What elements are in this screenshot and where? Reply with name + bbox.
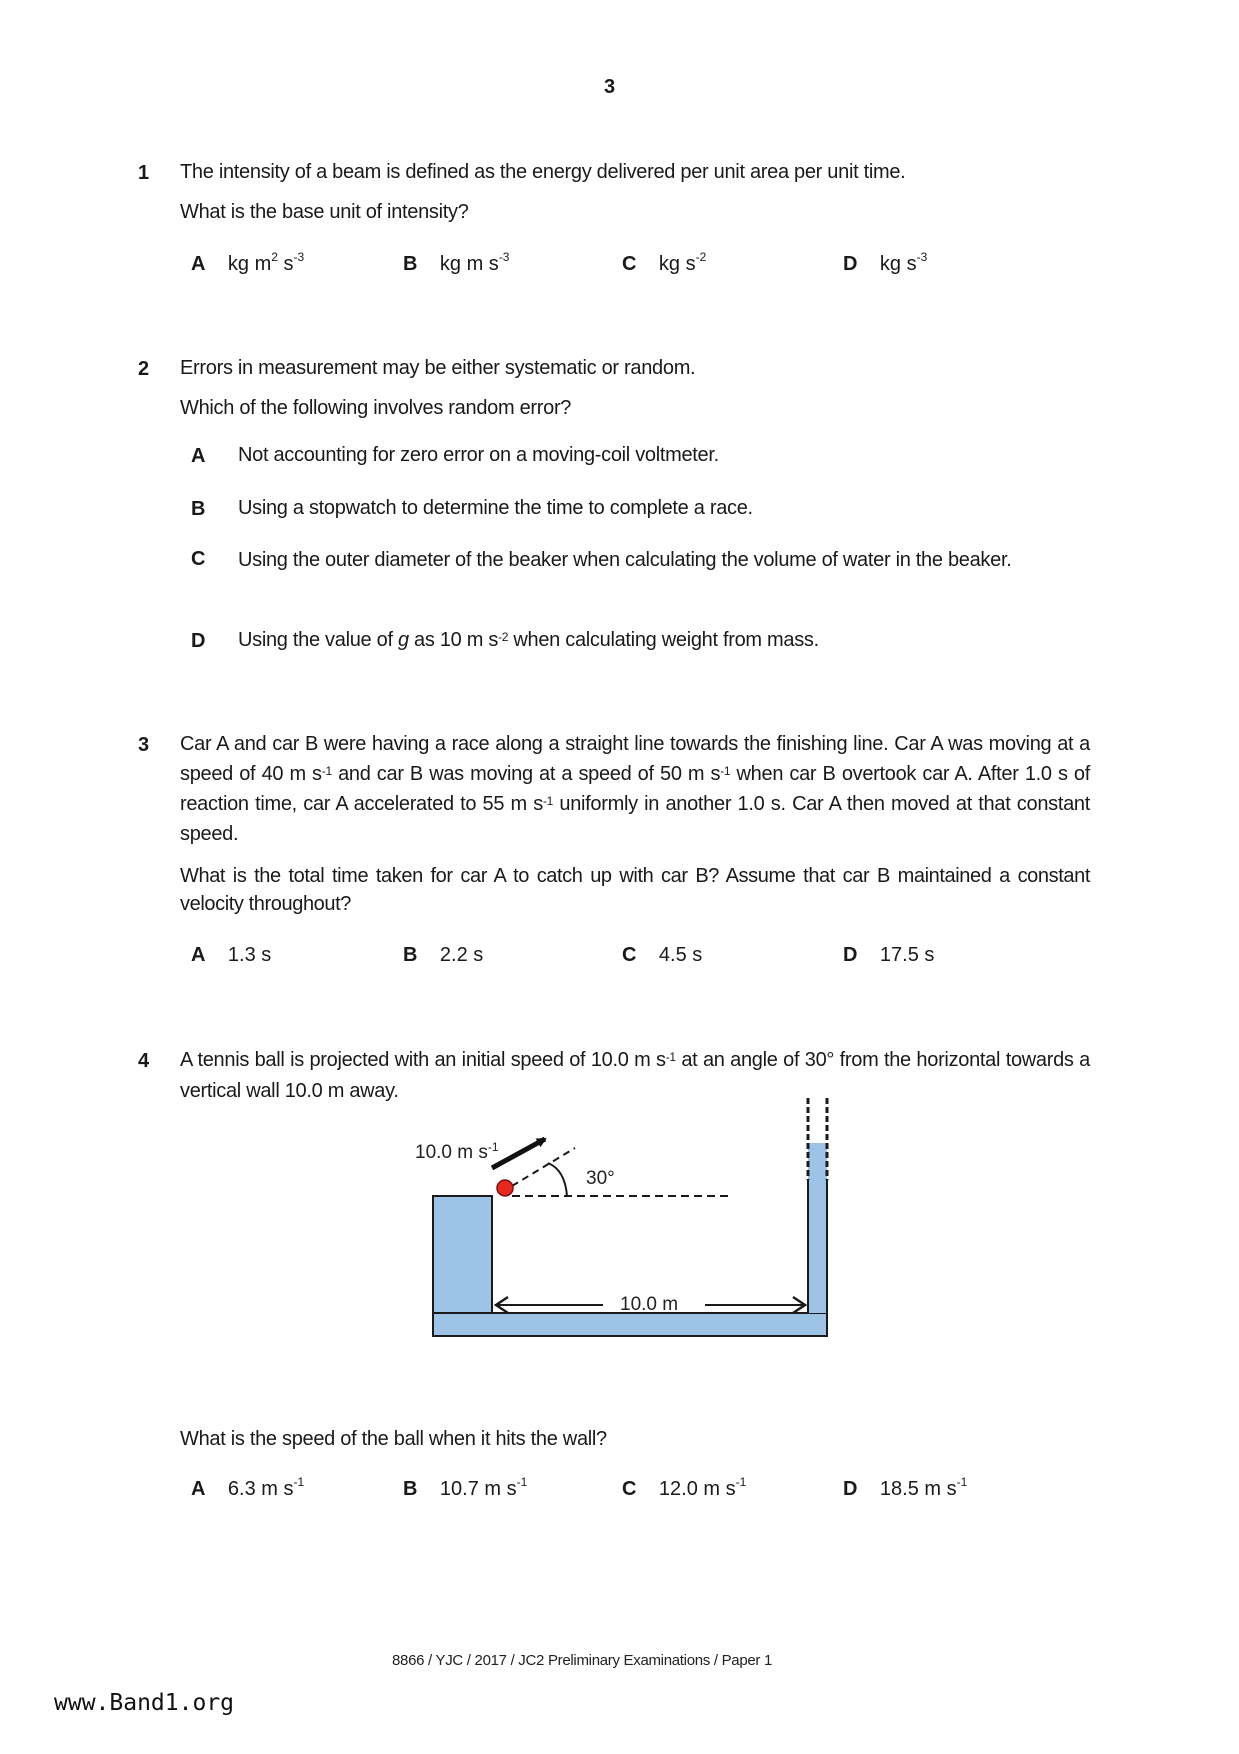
option-letter: D [843,1478,858,1500]
option-a[interactable] [191,1475,305,1501]
option-text: 17.5 s [879,944,935,966]
option-letter: C [622,944,637,966]
option-letter: A [191,253,206,275]
option-text: Using a stopwatch to determine the time to complete a race. [238,497,753,519]
question-number: 1 [138,162,150,184]
tennis-ball [497,1180,513,1196]
option-letter: C [622,253,637,275]
page-footer: 8866 / YJC / 2017 / JC2 Preliminary Examinations / Paper 1 [392,1652,773,1669]
option-letter: D [191,630,206,652]
ground [433,1313,827,1336]
option-text: 2.2 s [439,944,484,966]
option-text: Using the outer diameter of the beaker when calculating the volume of water in the beaker. [238,549,1012,571]
angle-label: 30° [586,1168,615,1189]
angle-arc [548,1163,567,1196]
question-stem-line: The intensity of a beam is defined as the energy delivered per unit area per unit time. [180,161,906,183]
option-text: 10.7 m $s^{-1}$ [439,1475,528,1500]
distance-label: 10.0 m [620,1294,679,1315]
option-letter: D [843,253,858,275]
option-text: 4.5 s [658,944,703,966]
velocity-arrow [492,1139,545,1168]
question-paragraph: Car A and car B were having a race along a straight line towards the finishing line. Car A was moving at a speed of 40 m $s^{-1}$ and car B was moving at a speed of 50 m $s^{-1}$ when car B overtook car A. After 1.0 s of reaction time, car A accelerated to 55 m $s^{-1}$ uniformly in another 1.0 s. Car A then moved at that constant speed. [180,733,1091,845]
question-stem-line: What is the base unit of intensity? [180,201,469,223]
option-letter: C [622,1478,637,1500]
option-letter: B [191,498,206,520]
launch-platform [433,1196,492,1313]
page-number: 3 [604,76,616,98]
question-stem-line: Errors in measurement may be either systematic or random. [180,357,696,379]
speed-label: 10.0 m $s^{-1}$ [415,1140,499,1163]
option-text: kg $s^{-3}$ [879,250,928,275]
question-prompt: What is the total time taken for car A to catch up with car B? Assume that car B maintained a constant velocity throughout? [180,865,1090,915]
question-stem-line: Which of the following involves random error? [180,397,572,419]
option-text: 18.5 m $s^{-1}$ [879,1475,968,1500]
option-text: kg $s^{-2}$ [658,250,707,275]
option-b[interactable] [403,1475,528,1501]
option-text: 12.0 m $s^{-1}$ [658,1475,747,1500]
option-d[interactable] [843,1475,968,1501]
option-c[interactable] [622,1475,747,1501]
option-text: kg m $s^{-3}$ [439,250,510,275]
option-letter: A [191,944,206,966]
question-number: 3 [138,734,150,756]
watermark-link[interactable]: www.Band1.org [54,1690,235,1716]
wall [808,1143,827,1313]
option-text: Not accounting for zero error on a moving-coil voltmeter. [238,444,719,466]
option-text: kg $m^2$ $s^{-3}$ [227,250,305,275]
question-number: 4 [138,1050,150,1072]
question-number: 2 [138,358,150,380]
option-letter: C [191,548,206,570]
question-prompt: What is the speed of the ball when it hits the wall? [180,1428,607,1450]
option-letter: D [843,944,858,966]
option-text: 1.3 s [227,944,272,966]
question-paragraph: A tennis ball is projected with an initial speed of 10.0 m $s^{-1}$ at an angle of 30° from the horizontal towards a vertical wall 10.0 m away. [180,1049,1090,1102]
option-text: Using the value of g as 10 m $s^{-2}$ when calculating weight from mass. [238,629,819,651]
option-letter: B [403,944,418,966]
option-letter: B [403,1478,418,1500]
option-letter: A [191,445,206,467]
option-letter: A [191,1478,206,1500]
option-letter: B [403,253,418,275]
option-text: 6.3 m $s^{-1}$ [227,1475,305,1500]
